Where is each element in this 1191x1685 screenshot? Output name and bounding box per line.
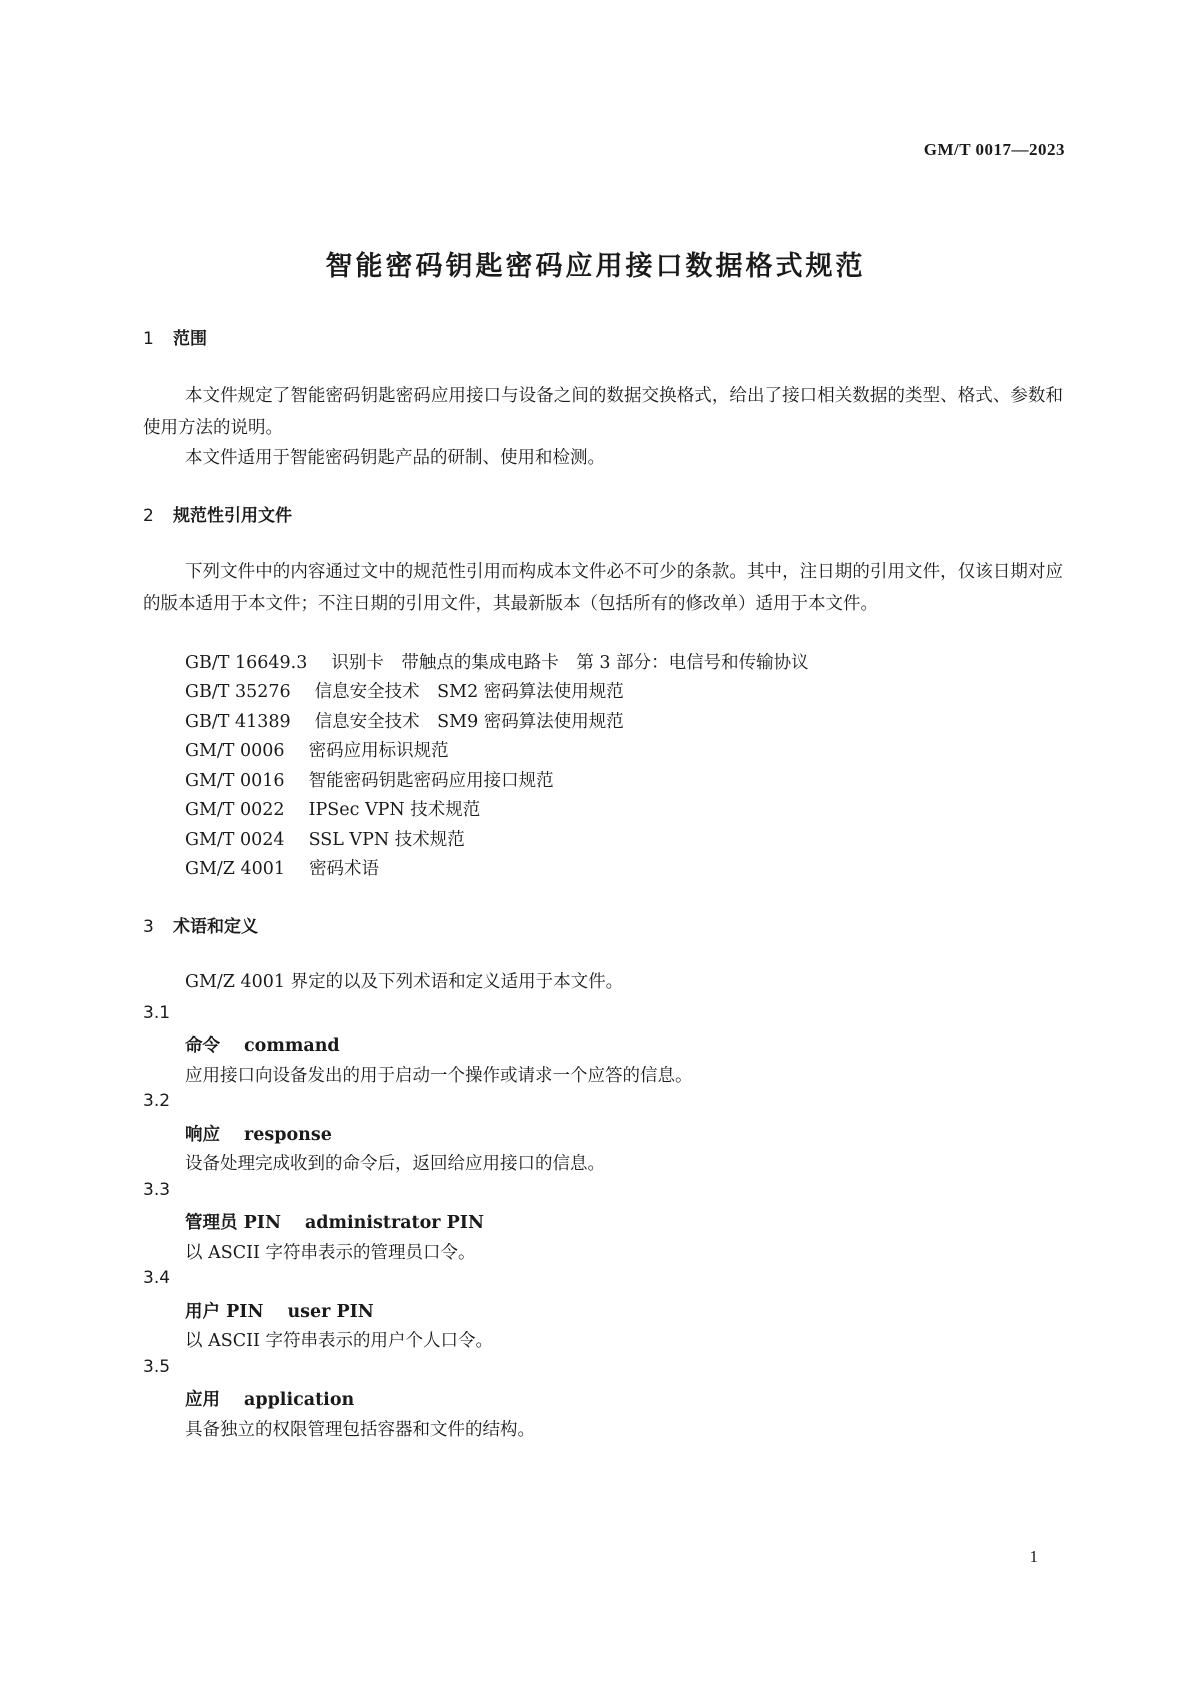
reference-code: GM/T 0016: [185, 771, 285, 791]
reference-code: GB/T 35276: [185, 682, 291, 702]
term-zh: 命令: [185, 1036, 220, 1056]
references-intro-paragraph: 下列文件中的内容通过文中的规范性引用而构成本文件必不可少的条款。其中，注日期的引用文件，仅该日期对应的版本适用于本文件；不注日期的引用文件，其最新版本（包括所有的修改单）适用于本文件。: [143, 562, 1063, 614]
reference-item: [185, 826, 465, 851]
term-entry: [185, 1032, 340, 1057]
reference-item: [185, 649, 809, 674]
section-heading-normative-references: [143, 501, 292, 526]
section-heading-scope: [143, 324, 207, 349]
term-number: 3.1: [143, 1003, 171, 1023]
scope-paragraph-1: 本文件规定了智能密码钥匙密码应用接口与设备之间的数据交换格式，给出了接口相关数据的类型、格式、参数和使用方法的说明。: [143, 386, 1063, 438]
term-number: 3.2: [143, 1091, 171, 1111]
reference-item: [185, 796, 480, 821]
terms-intro-paragraph: GM/Z 4001 界定的以及下列术语和定义适用于本文件。: [185, 972, 624, 992]
reference-code: GM/T 0024: [185, 830, 285, 850]
term-definition: 应用接口向设备发出的用于启动一个操作或请求一个应答的信息。: [185, 1066, 693, 1086]
term-en: application: [244, 1390, 355, 1410]
reference-code: GB/T 16649.3: [185, 653, 308, 673]
section-number: 3: [143, 917, 154, 937]
term-zh: 用户 PIN: [185, 1302, 264, 1322]
reference-title: 信息安全技术 SM9 密码算法使用规范: [314, 712, 624, 732]
section-number: 2: [143, 506, 154, 526]
term-entry: [185, 1209, 484, 1234]
section-heading-terms-definitions: [143, 912, 258, 937]
term-en: command: [244, 1036, 340, 1056]
reference-item: [185, 737, 449, 762]
term-definition: 具备独立的权限管理包括容器和文件的结构。: [185, 1420, 535, 1440]
term-definition: 设备处理完成收到的命令后，返回给应用接口的信息。: [185, 1154, 605, 1174]
term-entry: [185, 1121, 332, 1146]
reference-item: [185, 767, 554, 792]
reference-code: GM/T 0006: [185, 741, 285, 761]
term-en: response: [244, 1125, 332, 1145]
reference-title: 智能密码钥匙密码应用接口规范: [308, 771, 554, 791]
section-title: 范围: [173, 329, 207, 349]
term-zh: 管理员 PIN: [185, 1213, 281, 1233]
term-number: 3.3: [143, 1180, 171, 1200]
reference-item: [185, 855, 379, 880]
term-entry: [185, 1298, 374, 1323]
reference-code: GM/Z 4001: [185, 859, 286, 879]
reference-title: 信息安全技术 SM2 密码算法使用规范: [314, 682, 624, 702]
term-definition: 以 ASCII 字符串表示的用户个人口令。: [185, 1331, 493, 1351]
term-en: user PIN: [287, 1302, 374, 1322]
section-title: 规范性引用文件: [173, 506, 292, 526]
document-title: 智能密码钥匙密码应用接口数据格式规范: [325, 251, 866, 282]
term-en: administrator PIN: [304, 1213, 484, 1233]
reference-title: 密码应用标识规范: [308, 741, 449, 761]
scope-paragraph-2: 本文件适用于智能密码钥匙产品的研制、使用和检测。: [185, 448, 605, 468]
section-title: 术语和定义: [173, 917, 258, 937]
reference-title: 识别卡 带触点的集成电路卡 第 3 部分：电信号和传输协议: [331, 653, 809, 673]
reference-title: SSL VPN 技术规范: [308, 830, 465, 850]
reference-code: GM/T 0022: [185, 800, 285, 820]
term-definition: 以 ASCII 字符串表示的管理员口令。: [185, 1243, 476, 1263]
term-zh: 响应: [185, 1125, 220, 1145]
reference-title: IPSec VPN 技术规范: [308, 800, 481, 820]
term-zh: 应用: [185, 1390, 220, 1410]
page-number: 1: [1029, 1547, 1038, 1566]
reference-item: [185, 678, 624, 703]
term-number: 3.4: [143, 1268, 171, 1288]
reference-item: [185, 708, 624, 733]
reference-title: 密码术语: [309, 859, 380, 879]
section-number: 1: [143, 329, 154, 349]
term-number: 3.5: [143, 1357, 171, 1377]
standard-code: GM/T 0017—2023: [923, 140, 1065, 159]
reference-code: GB/T 41389: [185, 712, 291, 732]
term-entry: [185, 1386, 354, 1411]
